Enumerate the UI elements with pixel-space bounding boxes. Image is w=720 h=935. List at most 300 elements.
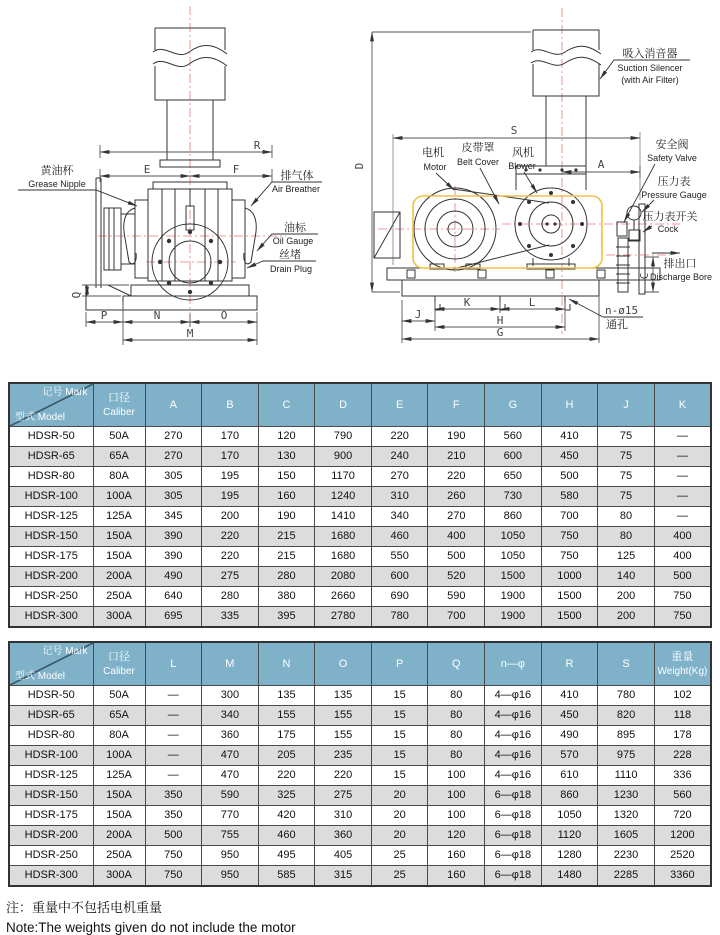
table-cell: 50A bbox=[93, 686, 145, 706]
table-cell: HDSR-65 bbox=[9, 447, 93, 467]
table-cell: 1900 bbox=[485, 607, 542, 628]
table-cell: 450 bbox=[541, 447, 598, 467]
table-cell: 220 bbox=[371, 427, 428, 447]
table-cell: 345 bbox=[145, 507, 202, 527]
table-cell: 300A bbox=[93, 866, 145, 887]
footnote-cn: 注：重量中不包括电机重量 bbox=[6, 901, 163, 916]
table-cell: 20 bbox=[371, 786, 428, 806]
table-cell: 270 bbox=[371, 467, 428, 487]
table-cell: 340 bbox=[202, 706, 259, 726]
table-cell: 1500 bbox=[541, 587, 598, 607]
column-header: E bbox=[371, 383, 428, 427]
table-cell: HDSR-250 bbox=[9, 846, 93, 866]
table-row bbox=[9, 726, 711, 746]
dimension-table-2 bbox=[8, 641, 712, 887]
table-cell: 1900 bbox=[485, 587, 542, 607]
table-cell: 490 bbox=[145, 567, 202, 587]
table-cell: 80 bbox=[598, 507, 655, 527]
table-cell: 380 bbox=[258, 587, 315, 607]
blower-label-cn: 风机 bbox=[512, 146, 534, 159]
table-cell: 1240 bbox=[315, 487, 372, 507]
dim-S: S bbox=[510, 124, 518, 137]
table-row bbox=[9, 527, 711, 547]
table-cell: 500 bbox=[145, 826, 202, 846]
table-cell: 125 bbox=[598, 547, 655, 567]
footnote bbox=[0, 887, 720, 935]
table-cell: 2660 bbox=[315, 587, 372, 607]
table-cell: 15 bbox=[371, 686, 428, 706]
table-cell: 125A bbox=[93, 766, 145, 786]
air-breather-label-cn: 排气体 bbox=[280, 169, 314, 182]
dimension-table-1 bbox=[8, 382, 712, 628]
table-cell: 700 bbox=[541, 507, 598, 527]
table-cell: 2780 bbox=[315, 607, 372, 628]
table-cell: 1480 bbox=[541, 866, 598, 887]
table-cell: 6—φ18 bbox=[485, 806, 542, 826]
table-cell: 580 bbox=[541, 487, 598, 507]
table-cell: 305 bbox=[145, 467, 202, 487]
header-row bbox=[9, 383, 711, 427]
table-cell: 1605 bbox=[598, 826, 655, 846]
table-cell: 135 bbox=[315, 686, 372, 706]
table-cell: 25 bbox=[371, 846, 428, 866]
table-cell: 495 bbox=[258, 846, 315, 866]
table-cell: 360 bbox=[315, 826, 372, 846]
table-cell: 240 bbox=[371, 447, 428, 467]
table-cell: HDSR-200 bbox=[9, 826, 93, 846]
table-cell: 2285 bbox=[598, 866, 655, 887]
table-cell: 200A bbox=[93, 567, 145, 587]
table-row bbox=[9, 587, 711, 607]
column-header: R bbox=[541, 642, 598, 686]
table-cell: 6—φ18 bbox=[485, 846, 542, 866]
table-cell: 120 bbox=[258, 427, 315, 447]
table-row bbox=[9, 746, 711, 766]
cock-label-en: Cock bbox=[657, 224, 679, 234]
table-cell: 140 bbox=[598, 567, 655, 587]
table-cell: 220 bbox=[258, 766, 315, 786]
column-header: F bbox=[428, 383, 485, 427]
table-cell: HDSR-80 bbox=[9, 726, 93, 746]
table-cell: 720 bbox=[654, 806, 711, 826]
dim-A: A bbox=[597, 158, 605, 171]
table-row bbox=[9, 706, 711, 726]
table-cell: — bbox=[654, 427, 711, 447]
table-cell: 6—φ18 bbox=[485, 866, 542, 887]
suction-silencer-label-cn: 吸入消音器 bbox=[622, 47, 678, 60]
table-cell: 1170 bbox=[315, 467, 372, 487]
table-cell: 75 bbox=[598, 447, 655, 467]
table-cell: 2520 bbox=[654, 846, 711, 866]
table-cell: 700 bbox=[428, 607, 485, 628]
table-cell: 195 bbox=[202, 467, 259, 487]
table-cell: 4—φ16 bbox=[485, 746, 542, 766]
air-breather-label-en: Air Breather bbox=[271, 184, 321, 194]
table-cell: HDSR-80 bbox=[9, 467, 93, 487]
front-view-drawing bbox=[0, 0, 350, 375]
dim-F: F bbox=[232, 163, 240, 176]
table-row bbox=[9, 487, 711, 507]
table-cell: 6—φ18 bbox=[485, 786, 542, 806]
table-cell: 310 bbox=[315, 806, 372, 826]
dim-D: D bbox=[353, 162, 366, 170]
bolt-holes bbox=[518, 168, 584, 257]
table-cell: 520 bbox=[428, 567, 485, 587]
dim-G: G bbox=[496, 326, 504, 339]
table-cell: 650 bbox=[485, 467, 542, 487]
table-cell: 1050 bbox=[541, 806, 598, 826]
table-cell: — bbox=[654, 467, 711, 487]
corner-mark-label: 记号 Mark bbox=[42, 387, 88, 398]
belt-cover-highlight bbox=[413, 196, 602, 268]
table-cell: 750 bbox=[654, 587, 711, 607]
table-cell: — bbox=[145, 686, 202, 706]
dim-N: N bbox=[153, 309, 161, 322]
table-cell: 600 bbox=[371, 567, 428, 587]
table-cell: 790 bbox=[315, 427, 372, 447]
table-cell: 155 bbox=[315, 706, 372, 726]
table-row bbox=[9, 766, 711, 786]
table-cell: 170 bbox=[202, 447, 259, 467]
table-cell: 975 bbox=[598, 746, 655, 766]
column-header: H bbox=[541, 383, 598, 427]
table-cell: 336 bbox=[654, 766, 711, 786]
table-cell: — bbox=[145, 746, 202, 766]
table-cell: 780 bbox=[598, 686, 655, 706]
header-row bbox=[9, 642, 711, 686]
table-cell: 340 bbox=[371, 507, 428, 527]
column-header: G bbox=[485, 383, 542, 427]
table-cell: 1120 bbox=[541, 826, 598, 846]
table-cell: 610 bbox=[541, 766, 598, 786]
table-cell: 160 bbox=[258, 487, 315, 507]
table-cell: — bbox=[654, 507, 711, 527]
table-cell: HDSR-125 bbox=[9, 507, 93, 527]
table-cell: 150A bbox=[93, 806, 145, 826]
table-row bbox=[9, 567, 711, 587]
corner-model-label: 型式 Model bbox=[15, 412, 66, 423]
table-cell: 155 bbox=[315, 726, 372, 746]
table-cell: 4—φ16 bbox=[485, 766, 542, 786]
table-cell: HDSR-250 bbox=[9, 587, 93, 607]
table-row bbox=[9, 467, 711, 487]
table-cell: 20 bbox=[371, 806, 428, 826]
table-cell: 235 bbox=[315, 746, 372, 766]
dim-K: K bbox=[463, 296, 471, 309]
table-cell: 50A bbox=[93, 427, 145, 447]
table-row bbox=[9, 786, 711, 806]
technical-drawings bbox=[0, 0, 720, 376]
dim-J: J bbox=[414, 308, 422, 321]
table-cell: 500 bbox=[428, 547, 485, 567]
table-cell: 950 bbox=[202, 846, 259, 866]
table-cell: 80 bbox=[428, 706, 485, 726]
column-header: Q bbox=[428, 642, 485, 686]
table-cell: 460 bbox=[258, 826, 315, 846]
table-cell: 20 bbox=[371, 826, 428, 846]
column-header: P bbox=[371, 642, 428, 686]
drain-plug-label-en: Drain Plug bbox=[269, 264, 313, 274]
table-cell: HDSR-100 bbox=[9, 487, 93, 507]
corner-mark-label: 记号 Mark bbox=[42, 646, 88, 657]
table-cell: 150A bbox=[93, 547, 145, 567]
oil-gauge-label-cn: 油标 bbox=[284, 221, 306, 234]
table-cell: HDSR-300 bbox=[9, 866, 93, 887]
table-cell: 410 bbox=[541, 427, 598, 447]
safety-valve-label-en: Safety Valve bbox=[647, 153, 697, 163]
table-cell: 640 bbox=[145, 587, 202, 607]
table-cell: 280 bbox=[202, 587, 259, 607]
table-cell: HDSR-100 bbox=[9, 746, 93, 766]
column-header: O bbox=[315, 642, 372, 686]
table-cell: 130 bbox=[258, 447, 315, 467]
table-cell: 228 bbox=[654, 746, 711, 766]
table-cell: 250A bbox=[93, 846, 145, 866]
table-cell: 190 bbox=[428, 427, 485, 447]
table-cell: 220 bbox=[428, 467, 485, 487]
table-cell: 170 bbox=[202, 427, 259, 447]
table-cell: 250A bbox=[93, 587, 145, 607]
grease-nipple-label-en: Grease Nipple bbox=[28, 179, 86, 189]
table-cell: 150A bbox=[93, 786, 145, 806]
table-cell: 900 bbox=[315, 447, 372, 467]
table-cell: 205 bbox=[258, 746, 315, 766]
table-cell: 470 bbox=[202, 746, 259, 766]
dim-C: C bbox=[638, 272, 651, 280]
table-cell: 360 bbox=[202, 726, 259, 746]
dim-H: H bbox=[496, 314, 504, 327]
table-cell: 410 bbox=[541, 686, 598, 706]
corner-model-label: 型式 Model bbox=[15, 671, 66, 682]
table-cell: 100 bbox=[428, 786, 485, 806]
table-cell: 560 bbox=[485, 427, 542, 447]
table-cell: 160 bbox=[428, 846, 485, 866]
table-cell: 25 bbox=[371, 866, 428, 887]
table-cell: 65A bbox=[93, 706, 145, 726]
table-cell: — bbox=[654, 487, 711, 507]
table-cell: 220 bbox=[315, 766, 372, 786]
pressure-gauge-label-en: Pressure Gauge bbox=[641, 190, 707, 200]
table-cell: 1000 bbox=[541, 567, 598, 587]
motor-label-en: Motor bbox=[423, 162, 447, 172]
table-cell: 600 bbox=[485, 447, 542, 467]
table-cell: 500 bbox=[654, 567, 711, 587]
column-header: 口径 Caliber bbox=[93, 383, 145, 427]
drain-plug-label-cn: 丝堵 bbox=[279, 248, 301, 261]
table-cell: HDSR-50 bbox=[9, 686, 93, 706]
table-row bbox=[9, 806, 711, 826]
table-cell: 550 bbox=[371, 547, 428, 567]
table-cell: 405 bbox=[315, 846, 372, 866]
table-cell: 1500 bbox=[485, 567, 542, 587]
table-cell: 1050 bbox=[485, 547, 542, 567]
table-cell: 80 bbox=[428, 686, 485, 706]
dim-E: E bbox=[143, 163, 151, 176]
table-cell: 200 bbox=[202, 507, 259, 527]
table-cell: 200 bbox=[598, 587, 655, 607]
table-cell: 15 bbox=[371, 766, 428, 786]
table-cell: 135 bbox=[258, 686, 315, 706]
table-cell: 1110 bbox=[598, 766, 655, 786]
base-holes-label-cn: 通孔 bbox=[606, 318, 628, 331]
table-cell: 470 bbox=[202, 766, 259, 786]
table-cell: 270 bbox=[428, 507, 485, 527]
table-cell: 15 bbox=[371, 746, 428, 766]
table-cell: HDSR-175 bbox=[9, 547, 93, 567]
table-cell: 280 bbox=[258, 567, 315, 587]
table-cell: 4—φ16 bbox=[485, 706, 542, 726]
blower-front-outline bbox=[86, 28, 257, 310]
table-cell: 310 bbox=[371, 487, 428, 507]
table-cell: 1320 bbox=[598, 806, 655, 826]
table-cell: 275 bbox=[202, 567, 259, 587]
table-cell: 125A bbox=[93, 507, 145, 527]
dim-L: L bbox=[528, 296, 536, 309]
column-header: A bbox=[145, 383, 202, 427]
table-cell: 80A bbox=[93, 726, 145, 746]
table-cell: 150 bbox=[258, 467, 315, 487]
table-row bbox=[9, 547, 711, 567]
table-cell: 750 bbox=[541, 547, 598, 567]
pressure-gauge-label-cn: 压力表 bbox=[657, 175, 691, 188]
suction-silencer-label-en2: (with Air Filter) bbox=[621, 75, 679, 85]
table-cell: 75 bbox=[598, 427, 655, 447]
table-cell: HDSR-65 bbox=[9, 706, 93, 726]
table-cell: 1280 bbox=[541, 846, 598, 866]
table-cell: 420 bbox=[258, 806, 315, 826]
table-cell: 275 bbox=[315, 786, 372, 806]
table-cell: 300A bbox=[93, 607, 145, 628]
table-row bbox=[9, 507, 711, 527]
table-cell: 350 bbox=[145, 806, 202, 826]
table-cell: 490 bbox=[541, 726, 598, 746]
table-cell: 305 bbox=[145, 487, 202, 507]
table-cell: 270 bbox=[145, 427, 202, 447]
table-cell: 755 bbox=[202, 826, 259, 846]
table-cell: HDSR-150 bbox=[9, 786, 93, 806]
table-cell: 895 bbox=[598, 726, 655, 746]
column-header: 重量 Weight(Kg) bbox=[654, 642, 711, 686]
table-cell: 585 bbox=[258, 866, 315, 887]
table-cell: HDSR-300 bbox=[9, 607, 93, 628]
table-cell: — bbox=[145, 726, 202, 746]
table-cell: 400 bbox=[428, 527, 485, 547]
discharge-bore-label-cn: 排出口 bbox=[663, 257, 697, 270]
base-holes-label: n-ø15 bbox=[605, 304, 639, 317]
table-cell: 190 bbox=[258, 507, 315, 527]
table-cell: 200A bbox=[93, 826, 145, 846]
table-cell: 1230 bbox=[598, 786, 655, 806]
table-row bbox=[9, 447, 711, 467]
table-cell: 590 bbox=[428, 587, 485, 607]
column-header: B bbox=[202, 383, 259, 427]
dim-R: R bbox=[253, 139, 261, 152]
table-cell: 750 bbox=[541, 527, 598, 547]
corner-header bbox=[9, 383, 93, 427]
column-header: D bbox=[315, 383, 372, 427]
grease-nipple-label-cn: 黄油杯 bbox=[40, 164, 74, 177]
table-cell: 65A bbox=[93, 447, 145, 467]
table-cell: 195 bbox=[202, 487, 259, 507]
table-cell: 80A bbox=[93, 467, 145, 487]
table-cell: 860 bbox=[541, 786, 598, 806]
table-cell: 730 bbox=[485, 487, 542, 507]
belt-cover-label-cn: 皮带罩 bbox=[461, 141, 495, 154]
column-header: n—φ bbox=[485, 642, 542, 686]
motor-label-cn: 电机 bbox=[422, 146, 444, 159]
discharge-bore-label-en: Discharge Bore bbox=[649, 272, 713, 282]
oil-gauge-label-en: Oil Gauge bbox=[272, 236, 314, 246]
table-cell: 150A bbox=[93, 527, 145, 547]
table-cell: 560 bbox=[654, 786, 711, 806]
table-cell: HDSR-125 bbox=[9, 766, 93, 786]
table-cell: 15 bbox=[371, 726, 428, 746]
column-header: K bbox=[654, 383, 711, 427]
table-cell: 500 bbox=[541, 467, 598, 487]
table-cell: 215 bbox=[258, 547, 315, 567]
table-row bbox=[9, 427, 711, 447]
safety-valve-label-cn: 安全阀 bbox=[655, 138, 689, 151]
table-cell: 750 bbox=[145, 846, 202, 866]
table-cell: — bbox=[145, 706, 202, 726]
table-cell: 1680 bbox=[315, 547, 372, 567]
table-cell: 178 bbox=[654, 726, 711, 746]
table-cell: 100A bbox=[93, 487, 145, 507]
dimension-tables bbox=[0, 382, 720, 887]
table-cell: 780 bbox=[371, 607, 428, 628]
dim-O: O bbox=[220, 309, 228, 322]
table-cell: 750 bbox=[145, 866, 202, 887]
table-cell: 220 bbox=[202, 547, 259, 567]
table-cell: 15 bbox=[371, 706, 428, 726]
table-cell: 695 bbox=[145, 607, 202, 628]
table-row bbox=[9, 866, 711, 887]
table-cell: HDSR-150 bbox=[9, 527, 93, 547]
table-cell: 155 bbox=[258, 706, 315, 726]
table-cell: 300 bbox=[202, 686, 259, 706]
table-cell: 1680 bbox=[315, 527, 372, 547]
table-cell: 210 bbox=[428, 447, 485, 467]
table-cell: 200 bbox=[598, 607, 655, 628]
table-cell: 325 bbox=[258, 786, 315, 806]
table-cell: HDSR-200 bbox=[9, 567, 93, 587]
table-row bbox=[9, 826, 711, 846]
column-header: N bbox=[258, 642, 315, 686]
table-cell: 80 bbox=[428, 726, 485, 746]
table-cell: 315 bbox=[315, 866, 372, 887]
column-header: C bbox=[258, 383, 315, 427]
table-cell: 590 bbox=[202, 786, 259, 806]
suction-silencer-label-en: Suction Silencer bbox=[617, 63, 683, 73]
table-cell: 1410 bbox=[315, 507, 372, 527]
table-cell: HDSR-50 bbox=[9, 427, 93, 447]
column-header: 口径 Caliber bbox=[93, 642, 145, 686]
column-header: J bbox=[598, 383, 655, 427]
corner-header bbox=[9, 642, 93, 686]
table-cell: 2230 bbox=[598, 846, 655, 866]
table-cell: 1200 bbox=[654, 826, 711, 846]
table-cell: 75 bbox=[598, 467, 655, 487]
table-row bbox=[9, 607, 711, 628]
table-cell: 100 bbox=[428, 766, 485, 786]
table-cell: 75 bbox=[598, 487, 655, 507]
blower-label-en: Blower bbox=[508, 161, 536, 171]
table-cell: 120 bbox=[428, 826, 485, 846]
side-view-drawing bbox=[350, 0, 720, 375]
table-cell: 175 bbox=[258, 726, 315, 746]
column-header: S bbox=[598, 642, 655, 686]
table-cell: 770 bbox=[202, 806, 259, 826]
